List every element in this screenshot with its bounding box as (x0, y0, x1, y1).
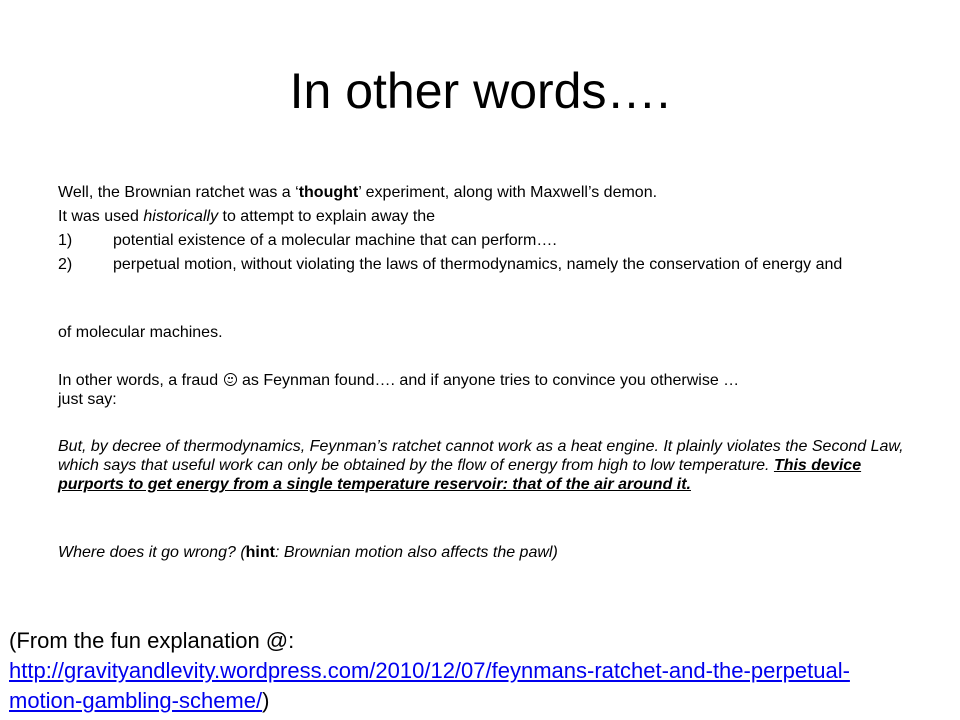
smiley-icon (224, 373, 237, 386)
list-item-text: potential existence of a molecular machine that can perform…. (113, 232, 557, 249)
source-prefix: (From the fun explanation @: (9, 628, 295, 653)
list-item-number: 1) (58, 232, 73, 249)
list-item-text: perpetual motion, without violating the laws of thermodynamics, namely the conservation of energy and (113, 256, 843, 273)
question-line: Where does it go wrong? (hint: Brownian motion also affects the pawl) (58, 544, 558, 561)
source-citation (9, 626, 949, 716)
quote-emphasis: This device purports to get energy from a single temperature reservoir: that of the air around it. (58, 457, 862, 493)
after-list-text: of molecular machines. (58, 324, 223, 341)
slide-title: In other words…. (289, 63, 671, 119)
historically-emphasis: historically (143, 208, 219, 225)
source-suffix: ) (262, 688, 270, 713)
thought-emphasis: thought (298, 184, 359, 201)
intro-line-1: Well, the Brownian ratchet was a ‘thought’ experiment, along with Maxwell’s demon. (58, 184, 658, 201)
list-item-number: 2) (58, 256, 73, 273)
source-link-continued[interactable]: motion-gambling-scheme/ (9, 688, 263, 713)
hint-label: hint (245, 544, 275, 561)
fraud-paragraph: In other words, a fraud as Feynman found…. and if anyone tries to convince you otherwise … just say: (58, 372, 740, 408)
source-link[interactable]: http://gravityandlevity.wordpress.com/2010/12/07/feynmans-ratchet-and-the-perpetual- (9, 658, 850, 683)
quote-paragraph: But, by decree of thermodynamics, Feynman’s ratchet cannot work as a heat engine. It plainly violates the Second Law, which says that useful work can only be obtained by the flow of energy from high to low temperature. This device purports to get energy from a single temperature reservoir: that of the air around it. (58, 438, 904, 493)
intro-line-2: It was used historically to attempt to explain away the (58, 208, 436, 225)
